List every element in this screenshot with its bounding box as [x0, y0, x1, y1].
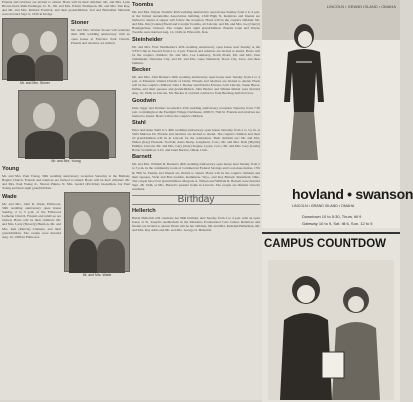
- young-photo: [18, 90, 116, 158]
- young-photo-caption: Mr. and Mrs. Young: [51, 159, 81, 164]
- toombs-text: Mr. and Mrs. Wayne Toombs' 40th wedding anniversary open house Sunday from 2 to 4 p.m. at the United Automobile Association building, 1340 High St. Relatives and friends are invited to attend. A supper will follow the reception. Hosts will be the couple's children: Mr. and Mrs. Jim (Connie) Ebeid and Carolyn Toombs, all Lincoln, and Mr. and Mrs. Joe (Cheryl) Baumgardner, Jackson. The couple have eight grandchildren. Bonnie Lusk and Wayne Toombs were married Aug. 14, 1946, in Ellsworth, Kan.: [132, 10, 260, 35]
- wade-photo: [64, 192, 130, 272]
- campus-countdown-title: CAMPUS COUNTDOW: [264, 238, 387, 250]
- young-heading: Young: [2, 165, 19, 172]
- hellerich-text: Hulda Hellerich will celebrate her 90th birthday next Sunday from 2 to 4 p.m. with an open house at St. Joseph's Auditorium in the Madonna Professional Care Center. Relatives and friends are invited to attend. Hosts will be her children, Mr. and Mrs. Rudolph Hellerman, Mr. and Mrs. Ray Alma and Mr. and Mrs. George O. Hellerich.: [132, 216, 260, 233]
- left-column: [2, 0, 130, 400]
- stoner-photo: [2, 18, 68, 80]
- steinheider-heading: Steinheider: [132, 36, 163, 43]
- birthday-section-header: Birthday: [132, 195, 260, 205]
- ad-hours-downtown: Downtown 10 to 5:30, Thurs. till 9: [302, 214, 362, 219]
- stoner-heading: Stoner: [71, 20, 89, 27]
- left-intro-text: Friends and relatives are invited to attend. Hosts will be their children: Mr. and Mrs. Lynn Brown-field, Ruth Pashinger, D. N., Mr. and Mrs. Edwin Thompson, Mr. and Mrs. Van Ray, and Mr. and Mrs. Richard Fredrick, and their grandchildren. Ted and Bernadine Skinrude were married Sept. 9, 1936 in Dodge.: [2, 0, 130, 17]
- goodwin-text: Dale 'Jiggs' and Darlene Goodwin's 25th wedding anniversary reception Saturday from 7:30 p.m. to midnight at the Eastlight Village Clubhouse, 2600 N. 76th St. Friends and relatives are invited to attend. Hosts will be the couple's children.: [132, 105, 260, 118]
- steinheider-text: Mr. and Mrs. Fred Steinheider's 40th wedding anniversary open house next Sunday at the VFW Club in Seward from 2 to 4 p.m. Friends and relatives are invited to attend. Hosts will be the couple's children: Dr. and Mrs. Lee Lamberty, North Platte; Mr. and Mrs. Don Steinheider, Nebraska City; and Dr. and Mrs. Gene Steinbeck, Sioux City, Iowa, and their families.: [132, 44, 260, 65]
- stahl-heading: Stahl: [132, 119, 146, 126]
- ad-corner-text: LINCOLN • GRAND ISLAND • OMAHA: [326, 4, 396, 9]
- goodwin-heading: Goodwin: [132, 97, 156, 104]
- hellerich-heading: Hellerich: [132, 208, 156, 215]
- barnett-text: Mr. and Mrs. William R. Barnett's 40th wedding anniversary open house next Sunday from 2 to 5 p.m. in the community room of Commercial Federal Savings and Loan Association, 17th & 78th St. Family and friends are invited to attend. Hosts will be the couple's children and their spouses, Vicki and Bob Ludden, Kemmerer, Wyo., and Roy Barnett, Mansfield, Ohio. The couple have four grandchildren. Marjorie A. Wilson and William R. Barnett were married Sept. 28, 1946, at Mrs. Barnett's parents' home in Lincoln. The couple are lifetime Lincoln residents.: [132, 162, 260, 191]
- wade-text: Mr. and Mrs. John R. Wade, Elmwood, 50th wedding anniversary open house Sunday, 2 to 5 p.m. at the Elmwood Lutheran Church. Friends and relatives are invited. Hosts will be their children: Mr. and Mrs. Larry (Beverly) Harmon, Mr. and Mrs. Ken (Marcia) Clemens, and their grandchildren. The couple were married Aug. 10, 1986 in Elmwood.: [2, 201, 61, 239]
- stahl-text: Peter and Anna Stahl Jr.'s 40th wedding anniversary open house Saturday from 2 to 5 p.m. at 5025 Melrose Dr. Friends and relatives are invited to attend. The couple's children and their 22 grandchildren will be in Lincoln for the celebration. Their children are: Mr. and Mrs. Walter (Kay) Pleasant, Norfolk; Anna Sharp, Longmont, Colo.; Mr. and Mrs. Dale (Phyllis) Phillips, Lincoln; Mr. and Mrs. Gary (Judy) Staples, Lyons, Colo.; Mr. and Mrs. Gary (Linda) Barth, Vermillion, S.D.; and Janet Barlow, Omak, Utah.: [132, 127, 260, 153]
- wade-photo-caption: Mr. and Mrs. Wade: [82, 272, 112, 277]
- stoner-text: Mr. and Mrs. Warren Stoner will celebrate their 40th wedding anniversary with an open house at Fairview Park Church. Friends and relatives are invited.: [71, 28, 130, 45]
- fashion-figure-illustration: [274, 22, 334, 162]
- toombs-heading: Toombs: [132, 2, 154, 8]
- ad-hours-gateway: Gateway 10 to 9, Sat. till 6, Sun. 12 to 5: [302, 221, 373, 226]
- ad-store-locations: LINCOLN • GRAND ISLAND • OMAHA: [292, 204, 355, 208]
- campus-countdown-ad: [262, 232, 400, 402]
- wade-heading: Wade: [2, 193, 17, 200]
- stoner-photo-caption: Mr. and Mrs. Stoner: [20, 81, 50, 86]
- hovland-swanson-ad: [262, 0, 413, 228]
- campus-countdown-illustration: [268, 260, 394, 400]
- middle-column: [132, 0, 260, 400]
- becker-text: Mr. and Mrs. John Becker's 40th wedding anniversary open house next Sunday from 2 to 4 p.m. at Ebenezer United Church of Christ. Friends and relatives are invited to attend. Hosts will be the couple's children: John J. Becker and Patricia Ericsen, both Lincoln, Susan Bruce, Dallas, and their spouses and grandchildren. John Becker and Winnie Immel were married Aug. 10, 1946, in Lincoln. Mr. Becker is a retired contractor from Bucking-ham Services.: [132, 75, 260, 96]
- becker-heading: Becker: [132, 67, 151, 74]
- barnett-heading: Barnett: [132, 154, 152, 161]
- hovland-swanson-logo: hovland • swanson: [292, 186, 413, 202]
- young-text: Mr. and Mrs. Paul Young, 50th wedding anniversary reception Saturday at the Bethany Baptist Church. Friends and relatives are invited to attend. Hosts will be their children: Mr. and Mrs. Paul Young Jr., Sharon Pikula, N. Mrs. Gerald (Pavlicka) Gieselman, Jay Paul Young and their eight grandchildren.: [2, 173, 130, 190]
